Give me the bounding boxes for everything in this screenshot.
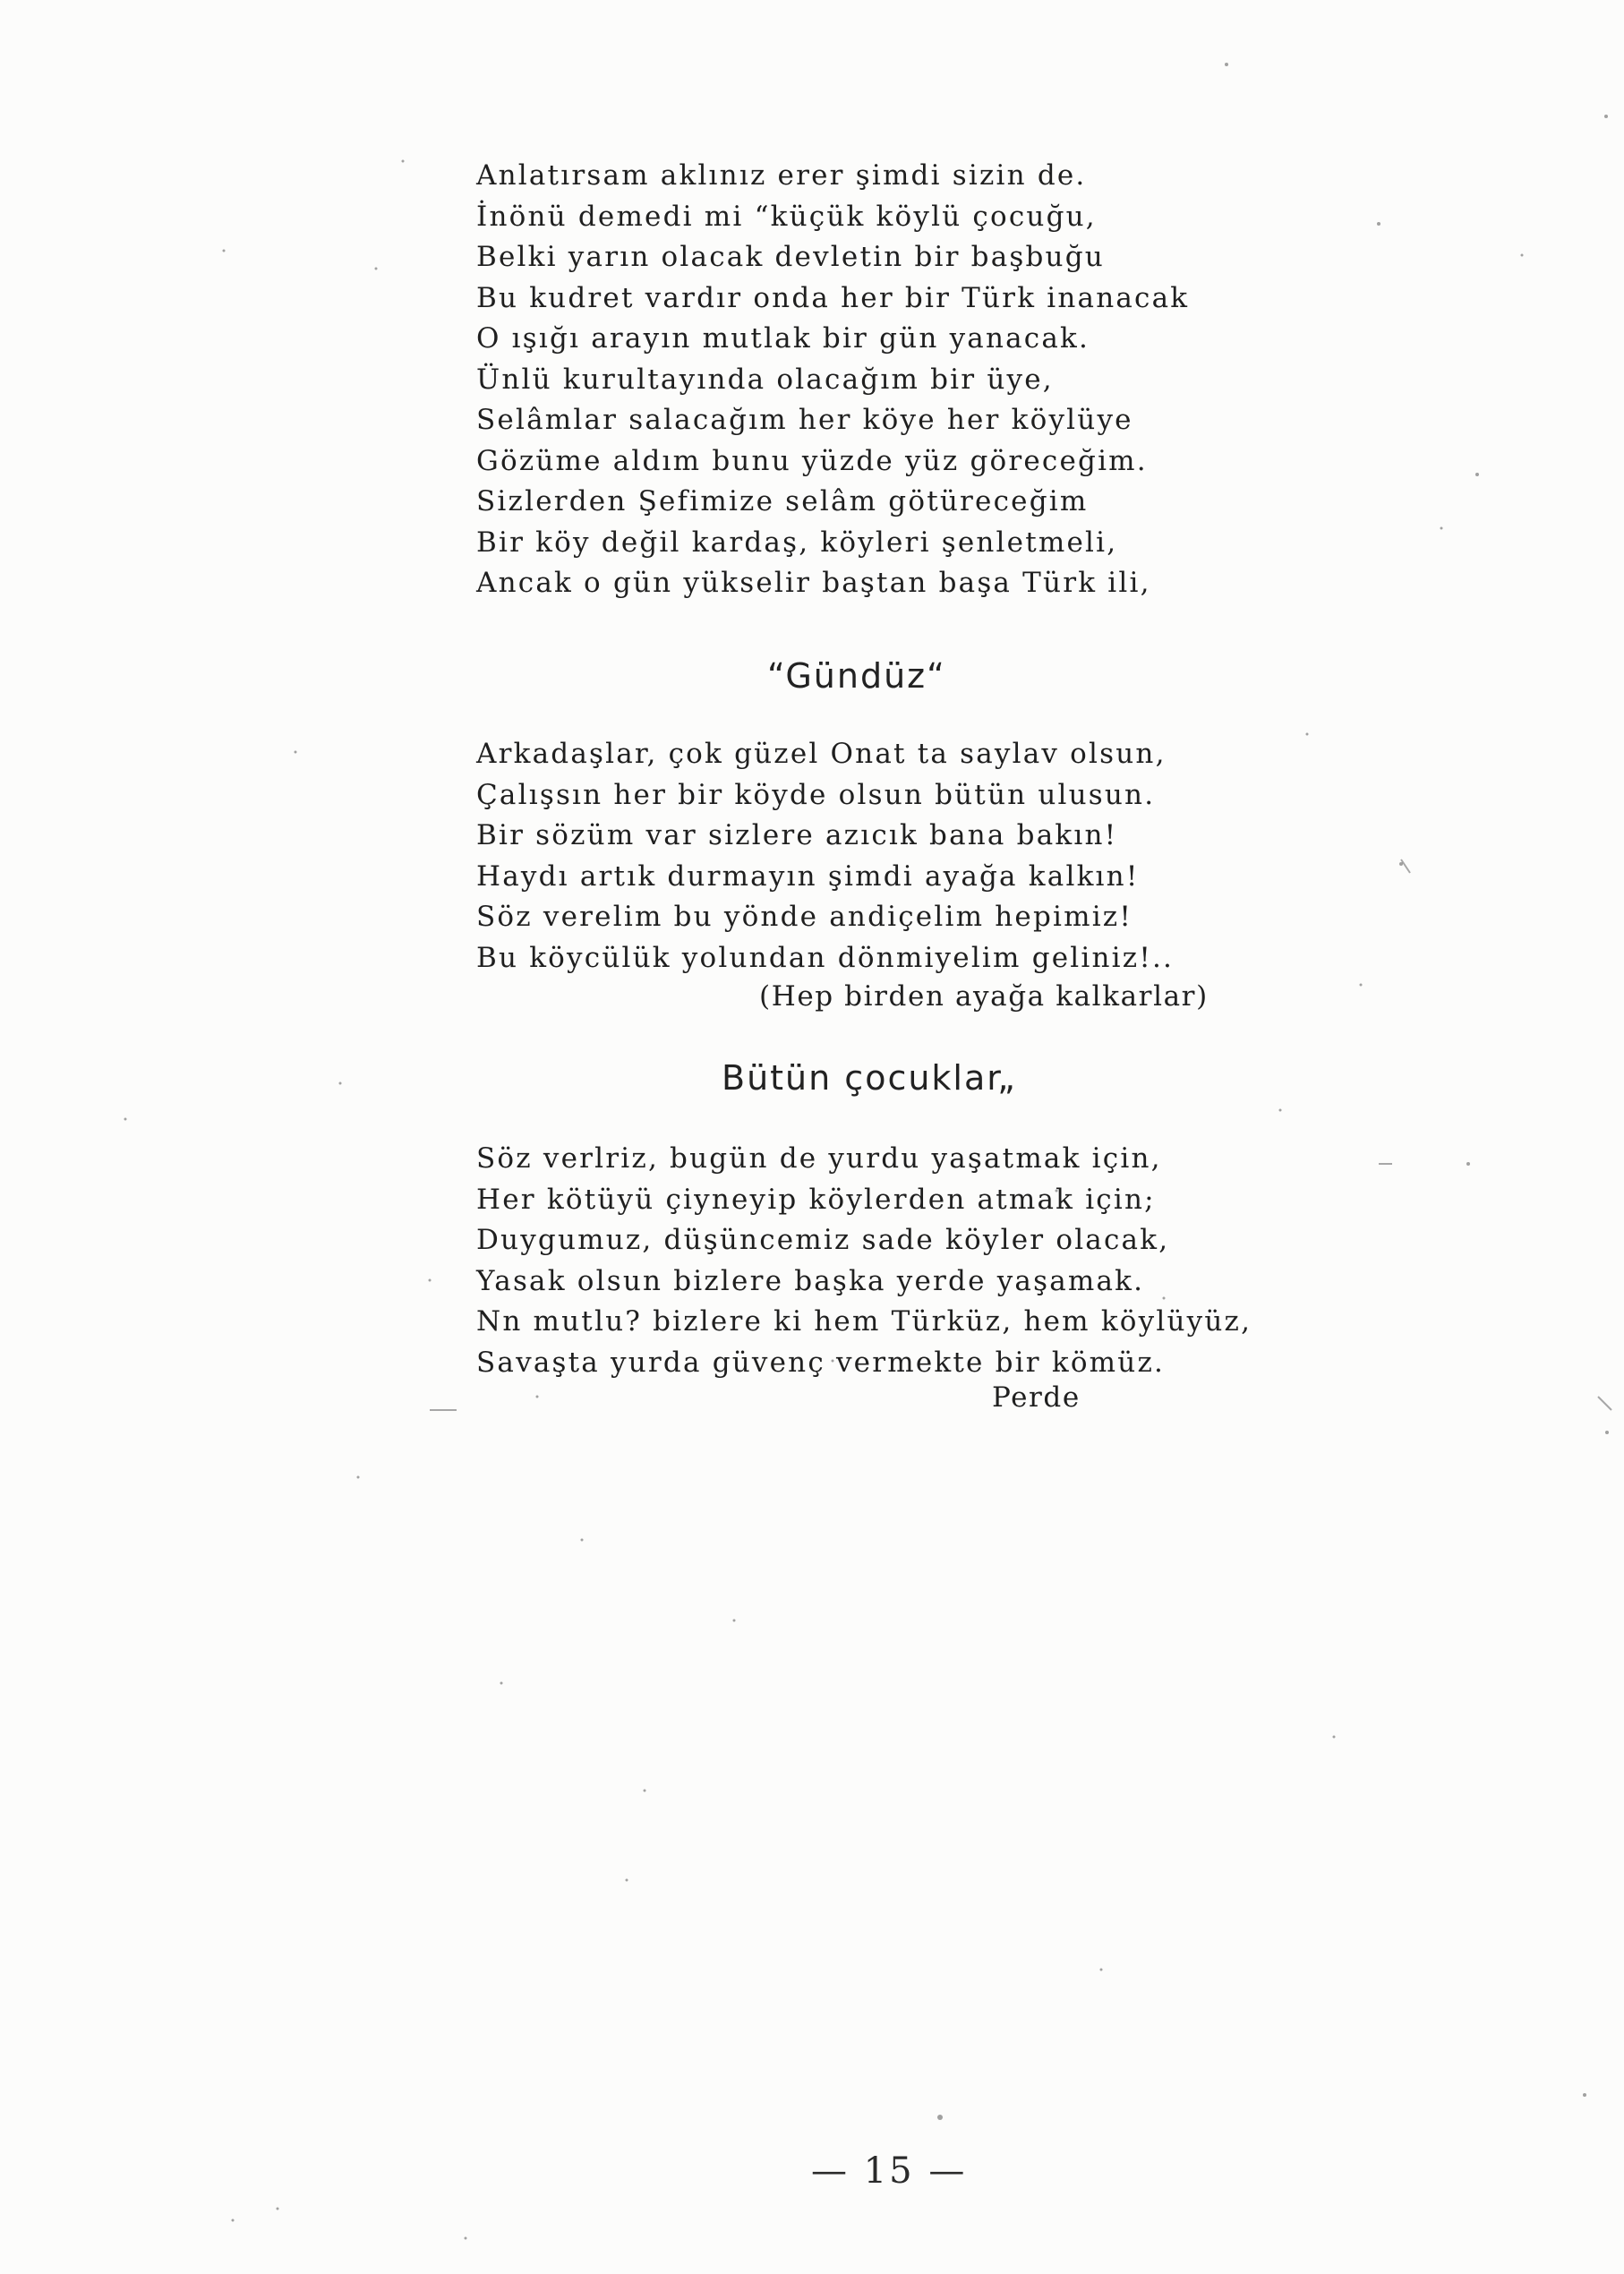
verse-line: Anlatırsam aklınız erer şimdi sizin de. bbox=[476, 159, 1087, 192]
verse-line: Belki yarın olacak devletin bir başbuğu bbox=[476, 241, 1105, 273]
verse-line: Haydı artık durmayın şimdi ayağa kalkın! bbox=[476, 859, 1140, 893]
verse-line: O ışığı arayın mutlak bir gün yanacak. bbox=[476, 322, 1090, 355]
verse-line: Ancak o gün yükselir baştan başa Türk ili, bbox=[476, 567, 1151, 599]
verse-line: Bu köycülük yolundan dönmiyelim geliniz!.. bbox=[476, 941, 1175, 974]
stage-direction: (Hep birden ayağa kalkarlar) bbox=[759, 980, 1209, 1013]
verse-line: Duygumuz, düşüncemiz sade köyler olacak, bbox=[476, 1224, 1170, 1256]
verse-line: Arkadaşlar, çok güzel Onat ta saylav olsun, bbox=[476, 738, 1167, 770]
verse-line: Her kötüyü çiyneyip köylerden atmak için; bbox=[476, 1183, 1156, 1216]
speaker-heading-all-children: Bütün çocuklar„ bbox=[722, 1058, 1017, 1098]
verse-line: Sizlerden Şefimize selâm götüreceğim bbox=[476, 485, 1089, 517]
verse-line: Ünlü kurultayında olacağım bir üye, bbox=[476, 363, 1054, 396]
verse-line: Bir köy değil kardaş, köyleri şenletmeli, bbox=[476, 526, 1118, 559]
verse-line: Söz verelim bu yönde andiçelim hepimiz! bbox=[476, 901, 1133, 933]
speaker-heading-gunduz: “Gündüz“ bbox=[767, 656, 946, 696]
verse-line: Bir sözüm var sizlere azıcık bana bakın! bbox=[476, 819, 1118, 851]
verse-line: İnönü demedi mi “küçük köylü çocuğu, bbox=[476, 200, 1097, 233]
stanza-2 bbox=[476, 734, 1174, 979]
verse-line: Yasak olsun bizlere başka yerde yaşamak. bbox=[476, 1264, 1145, 1297]
verse-line: Selâmlar salacağım her köye her köylüye bbox=[476, 404, 1133, 436]
page-number: — 15 — bbox=[811, 2150, 968, 2192]
verse-line: Bu kudret vardır onda her bir Türk inanacak bbox=[476, 281, 1190, 314]
verse-line: Çalışsın her bir köyde olsun bütün ulusun. bbox=[476, 778, 1156, 811]
curtain-note: Perde bbox=[992, 1381, 1081, 1414]
verse-line: Nn mutlu? bizlere ki hem Türküz, hem köylüyüz, bbox=[476, 1305, 1252, 1338]
verse-line: Gözüme aldım bunu yüzde yüz göreceğim. bbox=[476, 444, 1148, 477]
stanza-1 bbox=[476, 156, 1189, 604]
verse-line: Söz verlriz, bugün de yurdu yaşatmak için, bbox=[476, 1142, 1162, 1175]
stanza-3 bbox=[476, 1139, 1252, 1383]
verse-line: Savaşta yurda güvenç vermekte bir kömüz. bbox=[476, 1346, 1166, 1379]
